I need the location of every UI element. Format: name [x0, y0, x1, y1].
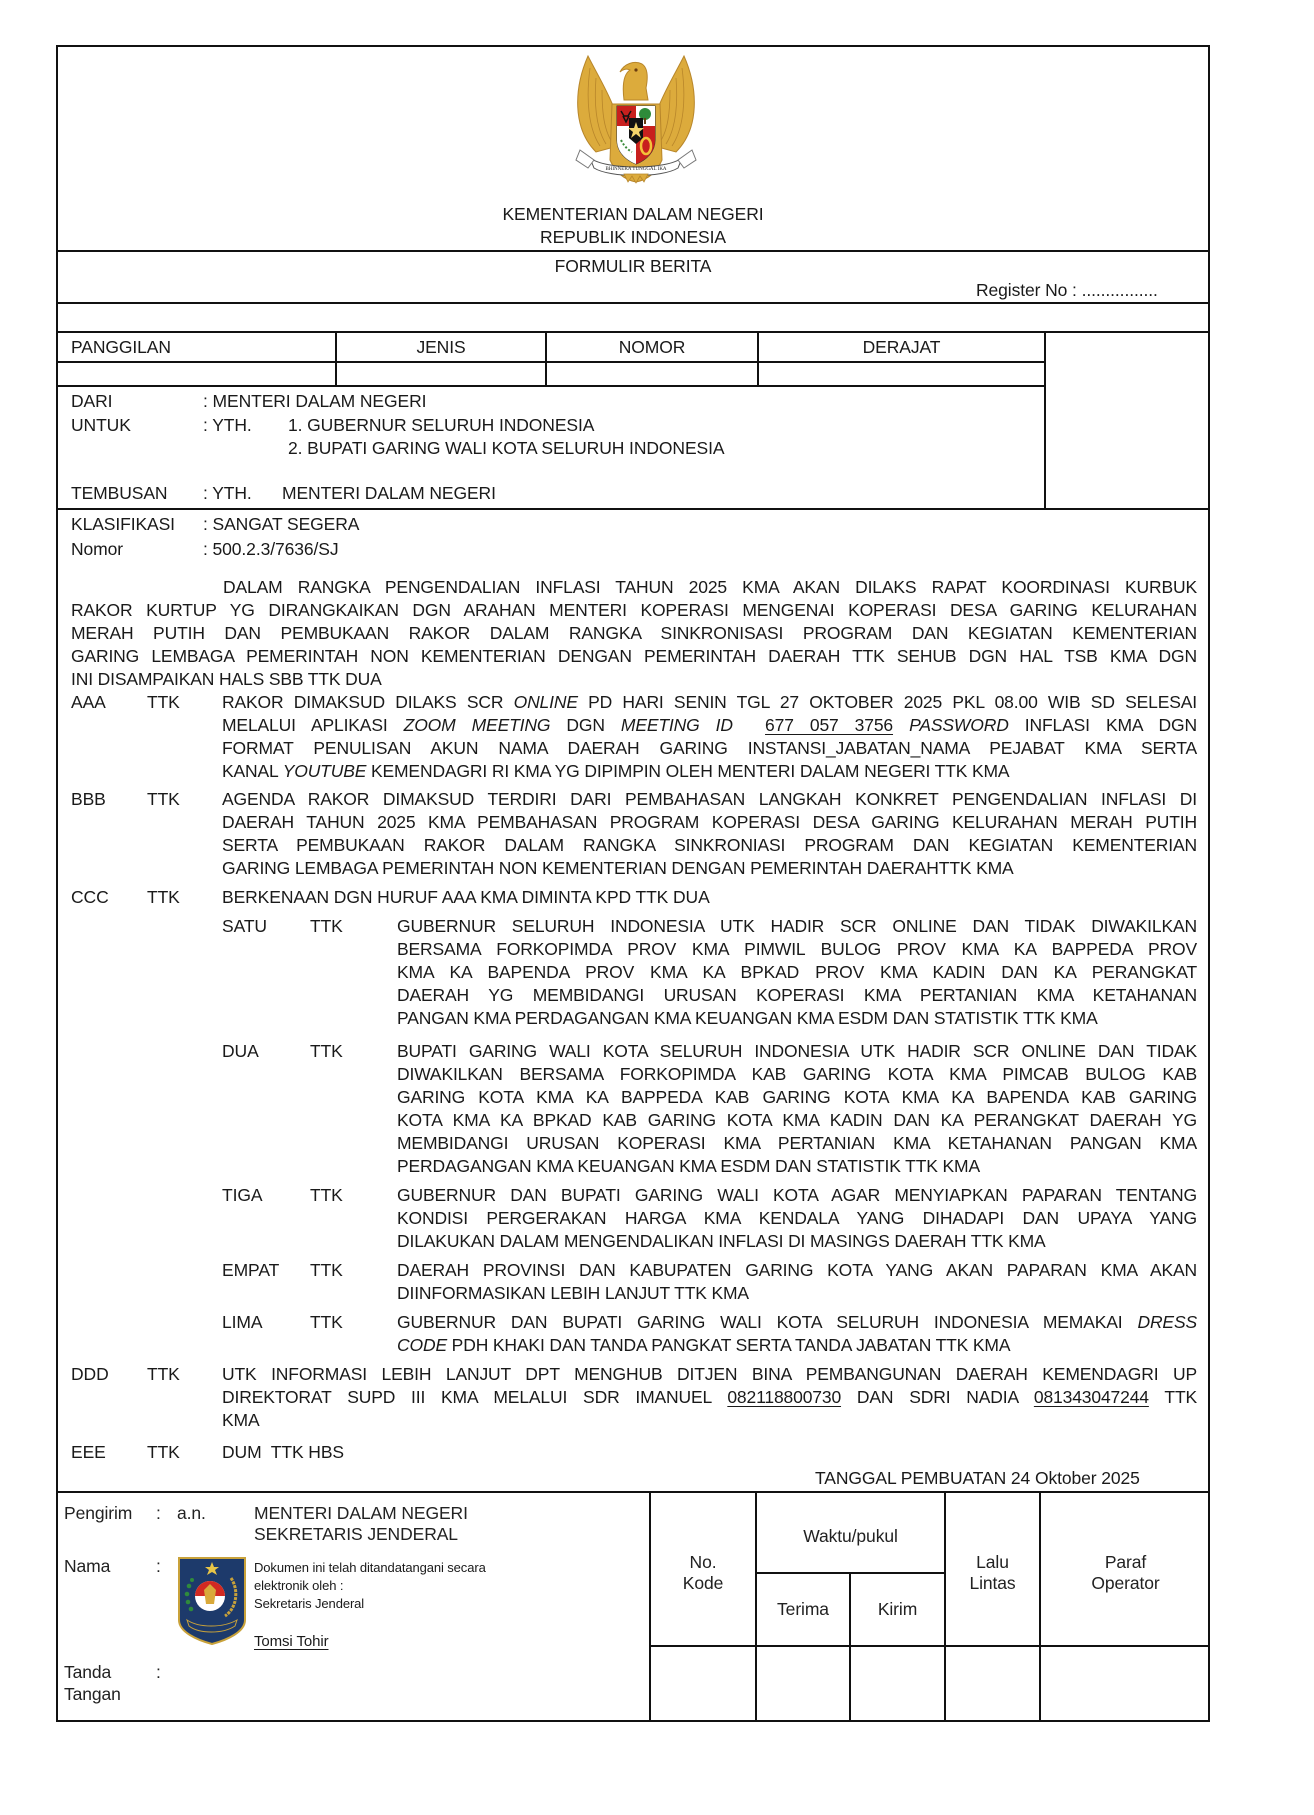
untuk-prefix: : YTH. [203, 415, 252, 435]
divider [56, 302, 1210, 304]
divider [56, 331, 1210, 333]
lalu-lintas-field[interactable] [947, 1648, 1038, 1720]
signer-name: Tomsi Tohir [254, 1633, 329, 1650]
divider [1039, 1491, 1041, 1722]
tembusan-label: TEMBUSAN [71, 483, 168, 503]
column-header-panggilan: PANGGILAN [71, 337, 171, 357]
item-label-aaa: AAA [71, 692, 106, 712]
ttk-label: TTK [147, 789, 180, 809]
recipient-item: 2. BUPATI GARING WALI KOTA SELURUH INDONESIA [288, 438, 725, 458]
klasifikasi-label: KLASIFIKASI [71, 514, 175, 534]
subitem-empat-text: DAERAH PROVINSI DAN KABUPATEN GARING KOTA YANG AKAN PAPARAN KMA AKAN DIINFORMASIKAN LEBIH LANJUT TTK KMA [397, 1260, 1197, 1303]
esign-text-line-2: elektronik oleh : [254, 1578, 344, 1593]
column-header-nomor: NOMOR [618, 337, 686, 357]
ttk-label: TTK [310, 1312, 343, 1332]
kirim-field[interactable] [852, 1648, 943, 1720]
ttk-label: TTK [147, 1364, 180, 1384]
panggilan-field[interactable] [58, 363, 334, 384]
intro-paragraph [71, 576, 1197, 691]
column-header-derajat: DERAJAT [862, 337, 941, 357]
untuk-label: UNTUK [71, 415, 131, 435]
item-label-ccc: CCC [71, 887, 109, 907]
intro-line: GARING LEMBAGA PEMERINTAH NON KEMENTERIAN DENGAN PEMERINTAH DAERAH TTK SEHUB DGN HAL TSB KMA DGN [71, 646, 1197, 666]
lalu-lintas-header: Lalu Lintas [969, 1552, 1016, 1593]
recipient-item: 1. GUBERNUR SELURUH INDONESIA [288, 415, 595, 435]
garuda-emblem-icon [566, 48, 706, 184]
divider [849, 1572, 851, 1722]
tanda-tangan-label: Tanda [64, 1662, 112, 1682]
kemendagri-logo-icon [177, 1556, 247, 1646]
tanda-tangan-label: Tangan [64, 1684, 121, 1704]
dari-value: : MENTERI DALAM NEGERI [203, 391, 427, 411]
paraf-operator-header: Paraf Operator [1091, 1552, 1160, 1593]
intro-line: DALAM RANGKA PENGENDALIAN INFLASI TAHUN 2025 KMA AKAN DILAKS RAPAT KOORDINASI KURBUK [223, 577, 1197, 597]
register-number: Register No : ................ [976, 280, 1158, 300]
jenis-field[interactable] [338, 363, 544, 384]
klasifikasi-value: : SANGAT SEGERA [203, 514, 360, 534]
item-aaa-text: RAKOR DIMAKSUD DILAKS SCR ONLINE PD HARI SENIN TGL 27 OKTOBER 2025 PKL 08.00 WIB SD SELESAI MELALUI APLIKASI ZOOM MEETING DGN MEETING ID 677 057 3756 PASSWORD INFLASI KMA DGN FORMAT PENULISAN AKUN NAMA DAERAH GARING INSTANSI_JABATAN_NAMA PEJABAT KMA SERTA KANAL YOUTUBE KEMENDAGRI RI KMA YG DIPIMPIN OLEH MENTERI DALAM NEGERI TTK KMA [222, 692, 1197, 781]
tembusan-prefix: : YTH. [203, 483, 252, 503]
ttk-label: TTK [147, 887, 180, 907]
phone-link-nadia[interactable]: 081343047244 [1033, 1387, 1149, 1407]
sender-line-1: MENTERI DALAM NEGERI [254, 1503, 468, 1523]
nama-label: Nama [64, 1556, 111, 1576]
derajat-field[interactable] [760, 363, 1043, 384]
divider [56, 250, 1210, 252]
divider [1044, 331, 1046, 509]
country-name: REPUBLIK INDONESIA [540, 227, 726, 247]
subitem-lima-text: GUBERNUR DAN BUPATI GARING WALI KOTA SELURUH INDONESIA MEMAKAI DRESS CODE PDH KHAKI DAN TANDA PANGKAT SERTA TANDA JABATAN TTK KMA [397, 1312, 1197, 1355]
tembusan-value: MENTERI DALAM NEGERI [282, 483, 496, 503]
intro-line: INI DISAMPAIKAN HALS SBB TTK DUA [71, 669, 382, 689]
item-bbb-text: AGENDA RAKOR DIMAKSUD TERDIRI DARI PEMBAHASAN LANGKAH KONKRET PENGENDALIAN INFLASI DI DAERAH TAHUN 2025 KMA PEMBAHASAN PROGRAM KOPERASI DESA GARING KELURAHAN MERAH PUTIH SERTA PEMBUKAAN RAKOR DALAM RANGKA SINKRONIASI PROGRAM DAN KEGIATAN KEMENTERIAN GARING LEMBAGA PEMERINTAH NON KEMENTERIAN DENGAN PEMERINTAH DAERAHTTK KMA [222, 789, 1197, 878]
colon: : [156, 1662, 161, 1682]
svg-text:BHINNEKA TUNGGAL IKA: BHINNEKA TUNGGAL IKA [605, 167, 667, 172]
paraf-operator-field[interactable] [1042, 1648, 1208, 1720]
ttk-label: TTK [310, 1041, 343, 1061]
meeting-id[interactable]: 677 057 3756 [765, 715, 894, 735]
divider [56, 1491, 1210, 1493]
subitem-satu-text: GUBERNUR SELURUH INDONESIA UTK HADIR SCR ONLINE DAN TIDAK DIWAKILKAN BERSAMA FORKOPIMDA PROV KMA PIMWIL BULOG PROV KMA KA BAPPEDA PROV KMA KA BAPENDA PROV KMA KA BPKAD PROV KMA KADIN DAN KA PERANGKAT DAERAH YG MEMBIDANGI URUSAN KOPERASI KMA PERTANIAN KMA KETAHANAN PANGAN KMA PERDAGANGAN KMA KEUANGAN KMA ESDM DAN STATISTIK TTK KMA [397, 916, 1197, 1028]
item-label-eee: EEE [71, 1442, 106, 1462]
pengirim-label: Pengirim [64, 1503, 133, 1523]
subitem-label-dua: DUA [222, 1041, 259, 1061]
divider [56, 385, 1046, 387]
creation-date: TANGGAL PEMBUATAN 24 Oktober 2025 [815, 1468, 1140, 1488]
subitem-label-satu: SATU [222, 916, 267, 936]
item-label-ddd: DDD [71, 1364, 109, 1384]
ttk-label: TTK [310, 1185, 343, 1205]
terima-header: Terima [777, 1599, 829, 1619]
subitem-dua-text: BUPATI GARING WALI KOTA SELURUH INDONESIA UTK HADIR SCR ONLINE DAN TIDAK DIWAKILKAN BERSAMA FORKOPIMDA KAB GARING KOTA KMA PIMCAB BULOG KAB GARING KOTA KMA KA BAPPEDA KAB GARING KOTA KMA KA BAPENDA KAB GARING KOTA KMA KA BPKAD KAB GARING KOTA KMA KADIN DAN KA PERANGKAT DAERAH YG MEMBIDANGI URUSAN KOPERASI KMA PERTANIAN KMA KETAHANAN PANGAN KMA PERDAGANGAN KMA KEUANGAN KMA ESDM DAN STATISTIK TTK KMA [397, 1041, 1197, 1176]
divider [649, 1645, 1210, 1647]
nomor-field[interactable] [548, 363, 756, 384]
colon: : [156, 1556, 161, 1576]
subitem-label-empat: EMPAT [222, 1260, 280, 1280]
esign-text-line-1: Dokumen ini telah ditandatangani secara [254, 1560, 486, 1575]
intro-line: RAKOR KURTUP YG DIRANGKAIKAN DGN ARAHAN MENTERI KOPERASI MENGENAI KOPERASI DESA GARING KELURAHAN [71, 600, 1197, 620]
item-eee-text: DUM TTK HBS [222, 1442, 344, 1462]
divider [755, 1572, 944, 1574]
ministry-name: KEMENTERIAN DALAM NEGERI [502, 204, 764, 224]
item-ccc-text: BERKENAAN DGN HURUF AAA KMA DIMINTA KPD TTK DUA [222, 887, 710, 907]
divider [944, 1491, 946, 1722]
ttk-label: TTK [147, 1442, 180, 1462]
sender-line-2: SEKRETARIS JENDERAL [254, 1524, 458, 1544]
colon: : [156, 1503, 161, 1523]
subitem-label-lima: LIMA [222, 1312, 263, 1332]
ttk-label: TTK [310, 1260, 343, 1280]
item-label-bbb: BBB [71, 789, 106, 809]
esign-text-line-3: Sekretaris Jenderal [254, 1596, 365, 1611]
intro-line: MERAH PUTIH DAN PEMBUKAAN RAKOR DALAM RANGKA SINKRONISASI PROGRAM DAN KEGIATAN KEMENTERIAN [71, 623, 1197, 643]
an-label: a.n. [177, 1503, 206, 1523]
ttk-label: TTK [147, 692, 180, 712]
divider [56, 508, 1210, 510]
item-ddd-text: UTK INFORMASI LEBIH LANJUT DPT MENGHUB DITJEN BINA PEMBANGUNAN DAERAH KEMENDAGRI UP DIREKTORAT SUPD III KMA MELALUI SDR IMANUEL 082118800730 DAN SDRI NADIA 081343047244 TTK KMA [222, 1364, 1198, 1430]
phone-link-imanuel[interactable]: 082118800730 [727, 1387, 842, 1407]
subitem-tiga-text: GUBERNUR DAN BUPATI GARING WALI KOTA AGAR MENYIAPKAN PAPARAN TENTANG KONDISI PERGERAKAN HARGA KMA KENDALA YANG DIHADAPI DAN UPAYA YANG DILAKUKAN DALAM MENGENDALIKAN INFLASI DI MASINGS DAERAH TTK KMA [397, 1185, 1197, 1251]
dari-label: DARI [71, 391, 113, 411]
column-header-jenis: JENIS [416, 337, 466, 357]
ttk-label: TTK [310, 916, 343, 936]
nomor-value: : 500.2.3/7636/SJ [203, 539, 339, 559]
no-kode-header: No. Kode [682, 1552, 724, 1593]
waktu-header: Waktu/pukul [803, 1526, 898, 1546]
nomor-label: Nomor [71, 539, 124, 559]
divider [649, 1491, 651, 1722]
kirim-header: Kirim [877, 1599, 918, 1619]
terima-field[interactable] [758, 1648, 848, 1720]
form-title: FORMULIR BERITA [554, 256, 712, 276]
no-kode-field[interactable] [652, 1648, 754, 1720]
subitem-label-tiga: TIGA [222, 1185, 263, 1205]
